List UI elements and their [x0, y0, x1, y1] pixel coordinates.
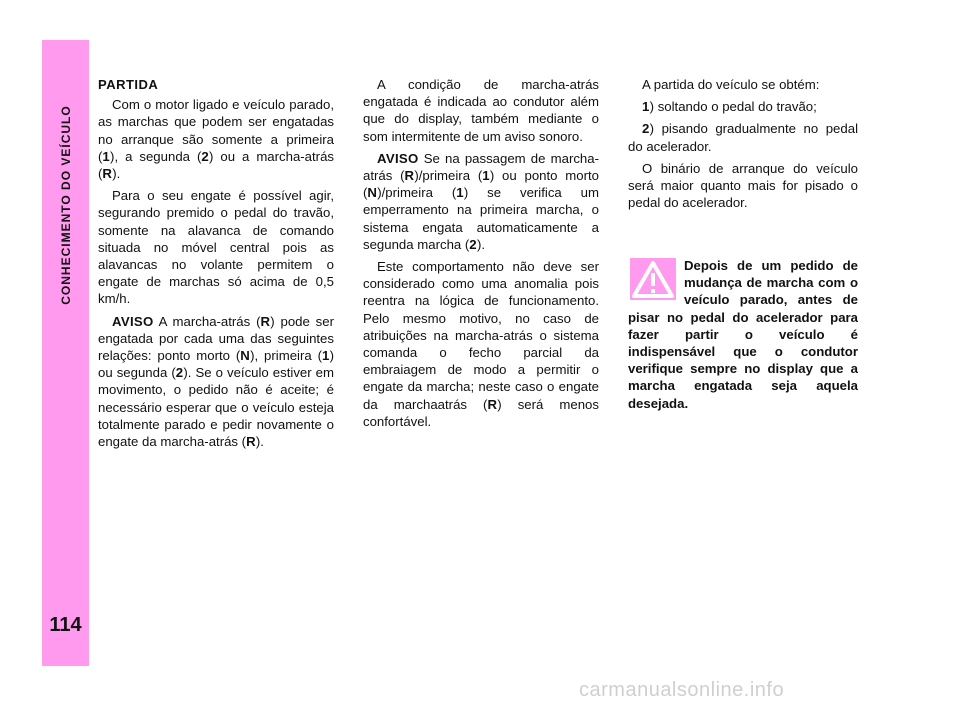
paragraph: O binário de arranque do veículo será maior quanto mais for pisado o pedal do acelerador. [628, 160, 858, 211]
page-number: 114 [49, 614, 82, 636]
step-item: 1) soltando o pedal do travão; [642, 99, 817, 115]
chapter-title: CONHECIMENTO DO VEÍCULO [58, 105, 73, 305]
warning-box [628, 257, 858, 412]
column-1 [98, 76, 334, 455]
notice-paragraph: AVISO A marcha-atrás (R) pode ser engatada por cada uma das seguintes relações: ponto morto (N), primeira (1) ou segunda (2). Se o veículo estiver em movimento, o pedido não é aceite; é necessário esperar que o veículo esteja totalmente parado e pedir novamente o engate da marcha-atrás (R). [98, 313, 335, 450]
column-3 [628, 76, 858, 216]
notice-paragraph: AVISO Se na passagem de marcha-atrás (R)/primeira (1) ou ponto morto (N)/primeira (1) se verifica um emperramento na primeira marcha, o sistema engata automaticamente a segunda marcha (2). [363, 150, 600, 252]
paragraph: A condição de marcha-atrás engatada é indicada ao condutor além que do display, também mediante o som intermitente de um aviso sonoro. [363, 77, 599, 144]
column-2 [363, 76, 599, 435]
paragraph: A partida do veículo se obtém: [642, 77, 820, 92]
step-item: 2) pisando gradualmente no pedal do acelerador. [628, 121, 858, 154]
watermark: carmanualsonline.info [579, 679, 785, 701]
paragraph: Para o seu engate é possível agir, segurando premido o pedal do travão, somente na alavanca de comando situada no móvel central pois as alavancas no volante permitem o engate de marchas só acima de 0,5 km/h. [98, 188, 334, 307]
paragraph: Este comportamento não deve ser considerado como uma anomalia pois reentra na lógica de funcionamento. Pelo mesmo motivo, no caso de atribuições na marcha-atrás o sistema comanda o fecho parcial da embraiagem de modo a permitir o engate da marcha; neste caso o engate da marchaatrás (R) será menos confortável. [363, 259, 599, 429]
warning-triangle-icon [630, 258, 676, 300]
paragraph: Com o motor ligado e veículo parado, as marchas que podem ser engatadas no arranque são somente a primeira (1), a segunda (2) ou a marcha-atrás (R). [98, 97, 334, 182]
section-heading: PARTIDA [98, 77, 159, 92]
warning-text: Depois de um pedido de mudança de marcha com o veículo parado, antes de pisar no pedal do acelerador para fazer partir o veículo é indispensável que o condutor verifique sempre no display que a marcha engatada seja aquela desejada. [628, 258, 858, 411]
